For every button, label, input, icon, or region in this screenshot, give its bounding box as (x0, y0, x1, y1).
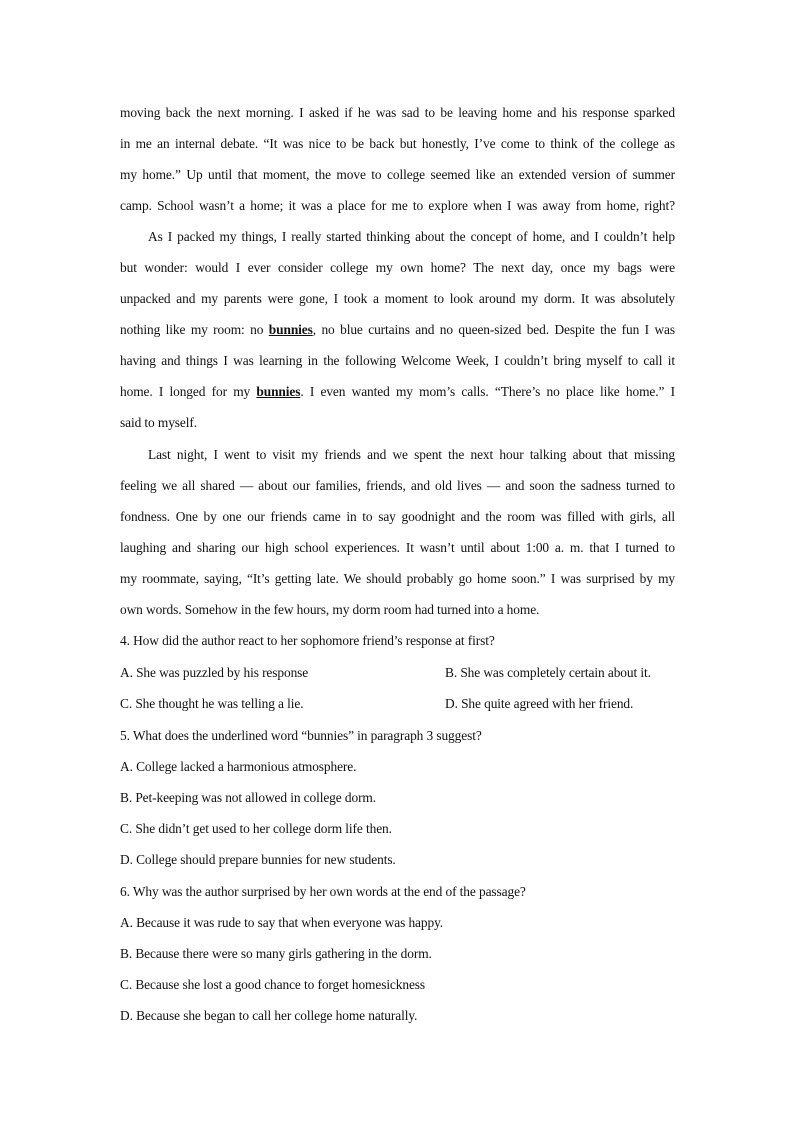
paragraph-line: As I packed my things, I really started thinking about the concept of home, and I couldn’t help (148, 229, 675, 244)
paragraph-line: moving back the next morning. I asked if he was sad to be leaving home and his response sparked (120, 105, 675, 120)
paragraph-line: fondness. One by one our friends came in to say goodnight and the room was filled with girls, all (120, 509, 675, 524)
paragraph-line: said to myself. (120, 415, 197, 430)
question-6-option-d: D. Because she began to call her college home naturally. (120, 1008, 418, 1023)
paragraph-line (120, 321, 675, 339)
text-segment: , no blue curtains and no queen-sized bed. Despite the fun I was (312, 322, 675, 337)
paragraph-line: feeling we all shared — about our families, friends, and old lives — and soon the sadness turned to (120, 478, 675, 493)
question-4-option-d: D. She quite agreed with her friend. (445, 696, 634, 711)
paragraph-line: camp. School wasn’t a home; it was a place for me to explore when I was away from home, right? (120, 198, 675, 213)
text-segment: nothing like my room: no (120, 322, 269, 337)
question-5-option-c: C. She didn’t get used to her college dorm life then. (120, 821, 392, 836)
question-6-option-a: A. Because it was rude to say that when everyone was happy. (120, 915, 444, 930)
paragraph-line: having and things I was learning in the following Welcome Week, I couldn’t bring myself to call it (120, 353, 675, 368)
question-6-option-c: C. Because she lost a good chance to forget homesickness (120, 977, 426, 992)
paragraph-line: laughing and sharing our high school experiences. It wasn’t until about 1:00 a. m. that I turned to (120, 540, 675, 555)
paragraph-line: but wonder: would I ever consider college my own home? The next day, once my bags were (120, 260, 675, 275)
paragraph-line: unpacked and my parents were gone, I took a moment to look around my dorm. It was absolutely (120, 291, 675, 306)
text-segment: home. I longed for my (120, 384, 257, 399)
question-4-option-b: B. She was completely certain about it. (445, 665, 651, 680)
question-5-option-d: D. College should prepare bunnies for new students. (120, 852, 396, 867)
question-6-stem: 6. Why was the author surprised by her own words at the end of the passage? (120, 884, 526, 899)
text-segment: . I even wanted my mom’s calls. “There’s no place like home.” I (300, 384, 675, 399)
question-4-option-a: A. She was puzzled by his response (120, 665, 309, 680)
question-6-option-b: B. Because there were so many girls gathering in the dorm. (120, 946, 432, 961)
paragraph-line: in me an internal debate. “It was nice to be back but honestly, I’ve come to think of the college as (120, 136, 675, 151)
question-4-option-c: C. She thought he was telling a lie. (120, 696, 304, 711)
question-5-stem: 5. What does the underlined word “bunnies” in paragraph 3 suggest? (120, 728, 482, 743)
paragraph-line: Last night, I went to visit my friends and we spent the next hour talking about that missing (148, 447, 675, 462)
underlined-word-bunnies: bunnies (256, 384, 301, 399)
question-5-option-b: B. Pet-keeping was not allowed in college dorm. (120, 790, 376, 805)
paragraph-line (120, 383, 675, 401)
paragraph-line: own words. Somehow in the few hours, my dorm room had turned into a home. (120, 602, 540, 617)
paragraph-line: my home.” Up until that moment, the move to college seemed like an extended version of summer (120, 167, 675, 182)
question-4-stem: 4. How did the author react to her sophomore friend’s response at first? (120, 633, 495, 648)
question-5-option-a: A. College lacked a harmonious atmosphere. (120, 759, 357, 774)
underlined-word-bunnies: bunnies (268, 322, 313, 337)
paragraph-line: my roommate, saying, “It’s getting late. We should probably go home soon.” I was surprised by my (120, 571, 675, 586)
